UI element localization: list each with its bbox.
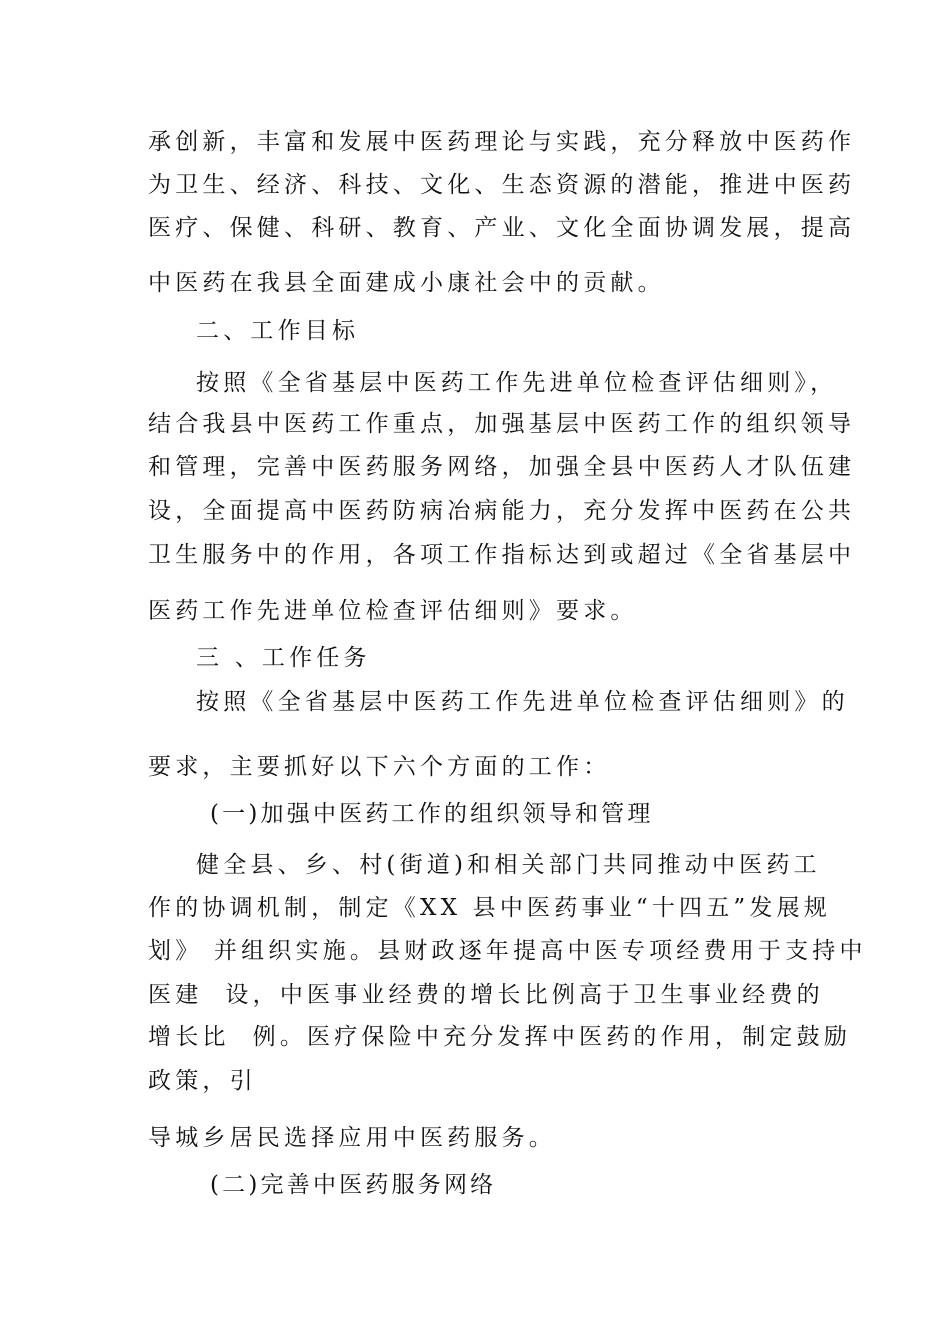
paragraph-line: 医疗、保健、科研、教育、产业、文化全面协调发展，提高 (148, 215, 856, 241)
paragraph-line: 要求，主要抓好以下六个方面的工作： (148, 754, 611, 780)
paragraph-line: 健全县、乡、村(街道)和相关部门共同推动中医药工 (196, 852, 821, 878)
section-heading-3: 三 、工作任务 (196, 645, 371, 671)
paragraph-line: 作的协调机制，制定《XX 县中医药事业“十四五”发展规 (148, 895, 831, 921)
paragraph-line: 医药工作先进单位检查评估细则》要求。 (148, 598, 638, 624)
subsection-heading-1: (一)加强中医药工作的组织领导和管理 (210, 801, 654, 827)
paragraph-line: 医建 设，中医事业经费的增长比例高于卫生事业经费的 (148, 982, 824, 1008)
paragraph-line: 承创新，丰富和发展中医药理论与实践，充分释放中医药作 (148, 129, 856, 155)
paragraph-line: 增长比 例。医疗保险中充分发挥中医药的作用，制定鼓励 (148, 1024, 852, 1050)
paragraph-line: 设，全面提高中医药防病冶病能力，充分发挥中医药在公共 (148, 498, 856, 524)
paragraph-line: 按照《全省基层中医药工作先进单位检查评估细则》， (196, 370, 838, 396)
section-heading-2: 二、工作目标 (196, 318, 360, 344)
paragraph-line: 为卫生、经济、科技、文化、生态资源的潜能，推进中医药 (148, 172, 856, 198)
paragraph-line: 卫生服务中的作用，各项工作指标达到或超过《全省基层中 (148, 542, 856, 568)
subsection-heading-2: (二)完善中医药服务网络 (210, 1172, 497, 1198)
paragraph-line: 按照《全省基层中医药工作先进单位检查评估细则》的 (196, 689, 849, 715)
paragraph-line: 导城乡居民选择应用中医药服务。 (148, 1125, 556, 1151)
paragraph-line: 结合我县中医药工作重点，加强基层中医药工作的组织领导 (148, 411, 856, 437)
paragraph-line: 划》 并组织实施。县财政逐年提高中医专项经费用于支持中 (148, 938, 867, 964)
paragraph-line: 和管理，完善中医药服务网络，加强全县中医药人才队伍建 (148, 454, 856, 480)
paragraph-line: 中医药在我县全面建成小康社会中的贡献。 (148, 270, 665, 296)
paragraph-line: 政策，引 (148, 1068, 257, 1094)
